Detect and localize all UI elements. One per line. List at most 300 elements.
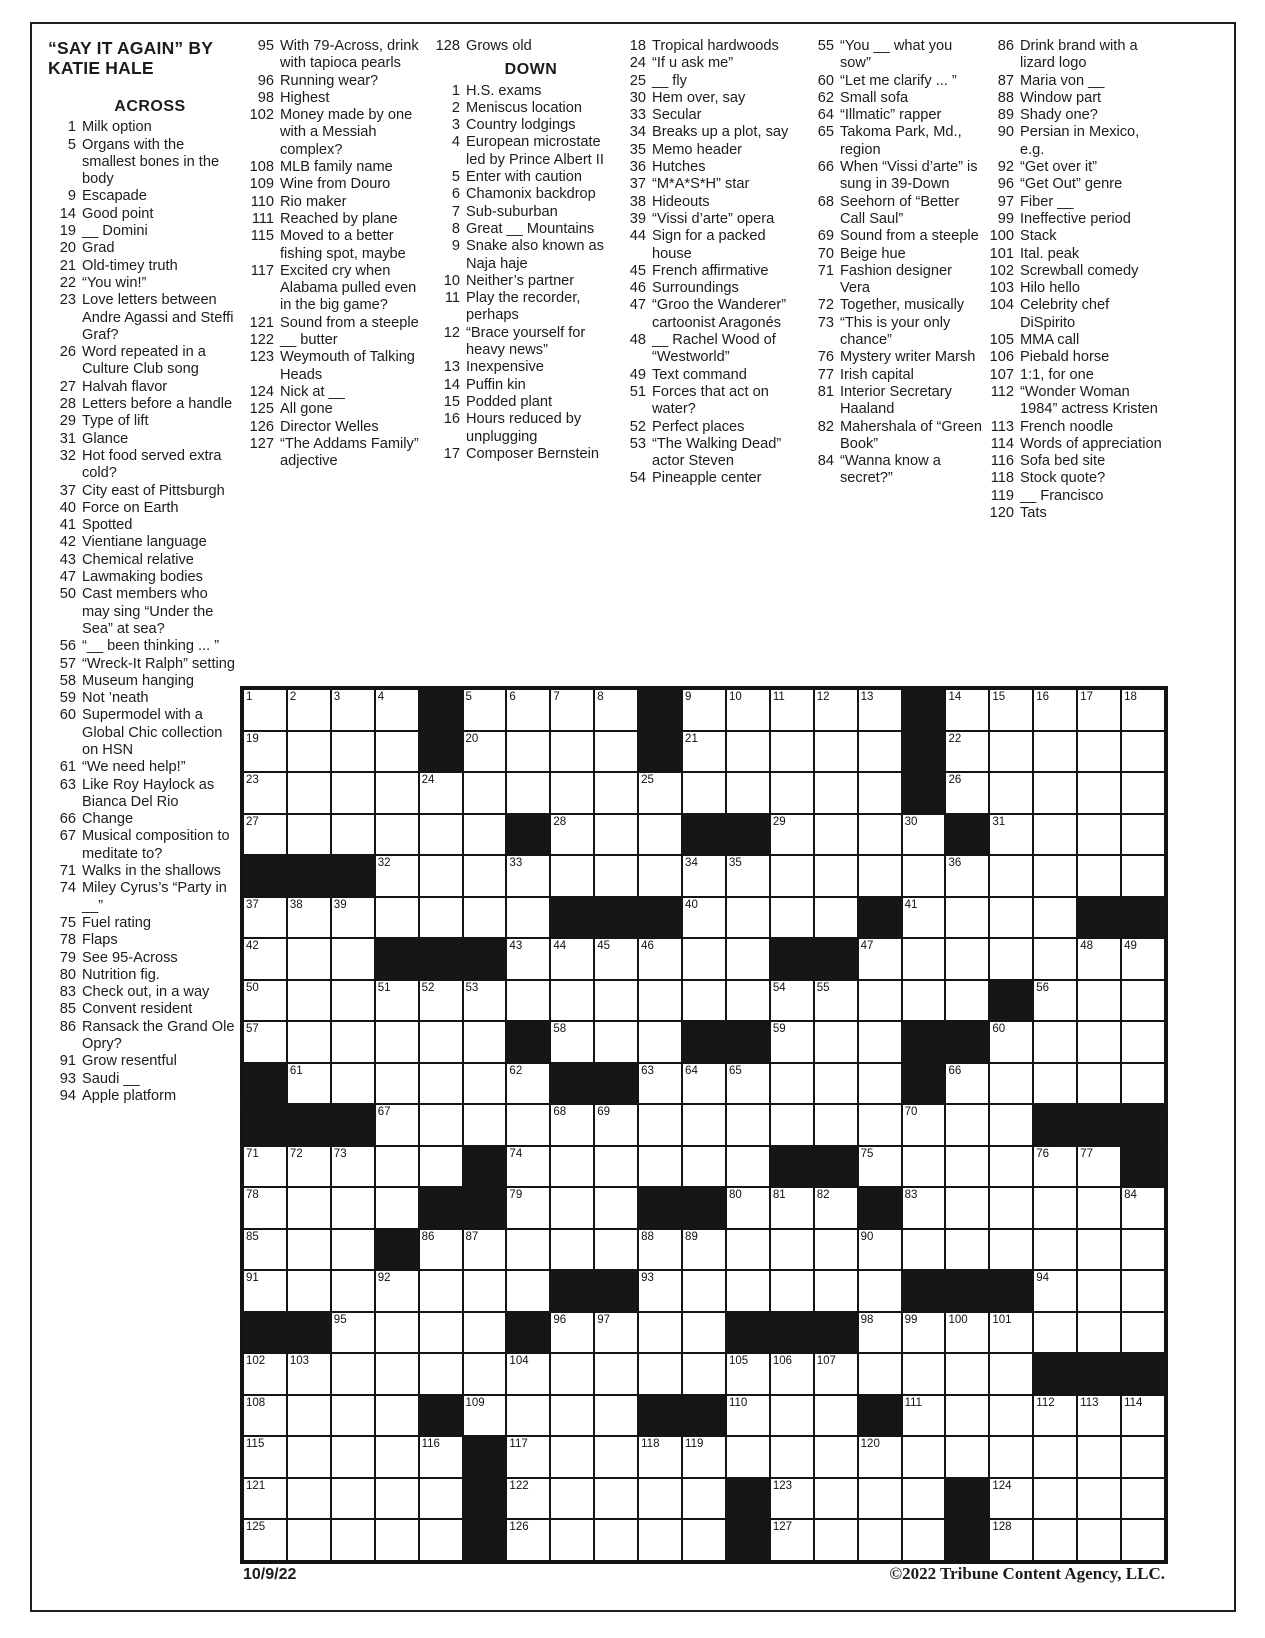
grid-cell[interactable]	[287, 1063, 331, 1105]
grid-cell[interactable]	[638, 814, 682, 856]
grid-cell[interactable]	[945, 897, 989, 939]
grid-cell[interactable]	[375, 689, 419, 731]
grid-cell[interactable]	[550, 731, 594, 773]
grid-cell[interactable]	[1033, 980, 1077, 1022]
grid-cell[interactable]	[550, 1229, 594, 1271]
grid-cell[interactable]	[814, 855, 858, 897]
grid-cell[interactable]	[550, 1519, 594, 1561]
grid-cell[interactable]	[814, 772, 858, 814]
grid-cell[interactable]	[419, 1270, 463, 1312]
grid-cell[interactable]	[506, 689, 550, 731]
grid-cell[interactable]	[945, 1312, 989, 1354]
grid-cell[interactable]	[726, 938, 770, 980]
grid-cell[interactable]	[858, 855, 902, 897]
grid-cell[interactable]	[331, 897, 375, 939]
grid-cell[interactable]	[506, 1519, 550, 1561]
grid-cell[interactable]	[814, 1478, 858, 1520]
grid-cell[interactable]	[814, 731, 858, 773]
grid-cell[interactable]	[243, 1021, 287, 1063]
grid-cell[interactable]	[331, 1312, 375, 1354]
grid-cell[interactable]	[989, 689, 1033, 731]
grid-cell[interactable]	[550, 772, 594, 814]
grid-cell[interactable]	[638, 1519, 682, 1561]
grid-cell[interactable]	[989, 1395, 1033, 1437]
grid-cell[interactable]	[858, 1519, 902, 1561]
grid-cell[interactable]	[858, 980, 902, 1022]
grid-cell[interactable]	[287, 1187, 331, 1229]
grid-cell[interactable]	[243, 1436, 287, 1478]
grid-cell[interactable]	[331, 938, 375, 980]
grid-cell[interactable]	[682, 1063, 726, 1105]
grid-cell[interactable]	[331, 1021, 375, 1063]
grid-cell[interactable]	[770, 1229, 814, 1271]
grid-cell[interactable]	[945, 1104, 989, 1146]
grid-cell[interactable]	[375, 1146, 419, 1188]
grid-cell[interactable]	[638, 980, 682, 1022]
grid-cell[interactable]	[1121, 1187, 1165, 1229]
grid-cell[interactable]	[375, 1104, 419, 1146]
grid-cell[interactable]	[726, 1436, 770, 1478]
grid-cell[interactable]	[419, 1478, 463, 1520]
grid-cell[interactable]	[1121, 731, 1165, 773]
grid-cell[interactable]	[814, 1436, 858, 1478]
grid-cell[interactable]	[814, 1187, 858, 1229]
grid-cell[interactable]	[770, 1436, 814, 1478]
grid-cell[interactable]	[989, 1519, 1033, 1561]
grid-cell[interactable]	[331, 980, 375, 1022]
grid-cell[interactable]	[726, 1187, 770, 1229]
grid-cell[interactable]	[419, 1104, 463, 1146]
grid-cell[interactable]	[1121, 1519, 1165, 1561]
grid-cell[interactable]	[594, 689, 638, 731]
grid-cell[interactable]	[331, 1187, 375, 1229]
grid-cell[interactable]	[814, 1063, 858, 1105]
grid-cell[interactable]	[726, 1353, 770, 1395]
grid-cell[interactable]	[550, 1312, 594, 1354]
grid-cell[interactable]	[638, 772, 682, 814]
grid-cell[interactable]	[726, 1063, 770, 1105]
grid-cell[interactable]	[682, 938, 726, 980]
grid-cell[interactable]	[1077, 1395, 1121, 1437]
grid-cell[interactable]	[550, 1478, 594, 1520]
grid-cell[interactable]	[1121, 1021, 1165, 1063]
grid-cell[interactable]	[1033, 814, 1077, 856]
grid-cell[interactable]	[1077, 938, 1121, 980]
grid-cell[interactable]	[814, 1395, 858, 1437]
grid-cell[interactable]	[726, 1104, 770, 1146]
grid-cell[interactable]	[682, 1104, 726, 1146]
grid-cell[interactable]	[1033, 855, 1077, 897]
grid-cell[interactable]	[463, 897, 507, 939]
grid-cell[interactable]	[287, 1229, 331, 1271]
grid-cell[interactable]	[419, 980, 463, 1022]
grid-cell[interactable]	[1121, 938, 1165, 980]
grid-cell[interactable]	[945, 855, 989, 897]
grid-cell[interactable]	[1033, 1229, 1077, 1271]
grid-cell[interactable]	[989, 1104, 1033, 1146]
grid-cell[interactable]	[419, 1519, 463, 1561]
grid-cell[interactable]	[550, 1395, 594, 1437]
grid-cell[interactable]	[506, 855, 550, 897]
grid-cell[interactable]	[419, 897, 463, 939]
grid-cell[interactable]	[902, 855, 946, 897]
grid-cell[interactable]	[243, 731, 287, 773]
grid-cell[interactable]	[770, 1187, 814, 1229]
grid-cell[interactable]	[463, 1312, 507, 1354]
grid-cell[interactable]	[726, 855, 770, 897]
grid-cell[interactable]	[1121, 1229, 1165, 1271]
grid-cell[interactable]	[1077, 1312, 1121, 1354]
grid-cell[interactable]	[463, 1270, 507, 1312]
grid-cell[interactable]	[594, 1187, 638, 1229]
grid-cell[interactable]	[287, 938, 331, 980]
grid-cell[interactable]	[814, 1229, 858, 1271]
grid-cell[interactable]	[726, 897, 770, 939]
grid-cell[interactable]	[1077, 1436, 1121, 1478]
grid-cell[interactable]	[375, 1436, 419, 1478]
grid-cell[interactable]	[814, 1104, 858, 1146]
grid-cell[interactable]	[770, 1519, 814, 1561]
grid-cell[interactable]	[989, 731, 1033, 773]
grid-cell[interactable]	[638, 1312, 682, 1354]
grid-cell[interactable]	[375, 1187, 419, 1229]
grid-cell[interactable]	[243, 772, 287, 814]
grid-cell[interactable]	[858, 938, 902, 980]
grid-cell[interactable]	[814, 689, 858, 731]
grid-cell[interactable]	[1121, 772, 1165, 814]
grid-cell[interactable]	[243, 814, 287, 856]
grid-cell[interactable]	[419, 772, 463, 814]
grid-cell[interactable]	[506, 731, 550, 773]
grid-cell[interactable]	[902, 1146, 946, 1188]
grid-cell[interactable]	[638, 1146, 682, 1188]
grid-cell[interactable]	[331, 731, 375, 773]
grid-cell[interactable]	[594, 772, 638, 814]
grid-cell[interactable]	[287, 689, 331, 731]
grid-cell[interactable]	[770, 1353, 814, 1395]
grid-cell[interactable]	[858, 1478, 902, 1520]
grid-cell[interactable]	[726, 980, 770, 1022]
grid-cell[interactable]	[375, 897, 419, 939]
grid-cell[interactable]	[287, 980, 331, 1022]
grid-cell[interactable]	[1121, 855, 1165, 897]
grid-cell[interactable]	[331, 1478, 375, 1520]
grid-cell[interactable]	[1033, 1021, 1077, 1063]
grid-cell[interactable]	[682, 689, 726, 731]
grid-cell[interactable]	[1077, 731, 1121, 773]
grid-cell[interactable]	[1033, 1270, 1077, 1312]
grid-cell[interactable]	[814, 980, 858, 1022]
grid-cell[interactable]	[287, 1021, 331, 1063]
grid-cell[interactable]	[506, 938, 550, 980]
grid-cell[interactable]	[375, 1270, 419, 1312]
grid-cell[interactable]	[1033, 772, 1077, 814]
grid-cell[interactable]	[726, 731, 770, 773]
grid-cell[interactable]	[1077, 1063, 1121, 1105]
grid-cell[interactable]	[858, 1436, 902, 1478]
grid-cell[interactable]	[550, 1104, 594, 1146]
grid-cell[interactable]	[419, 814, 463, 856]
grid-cell[interactable]	[1077, 772, 1121, 814]
grid-cell[interactable]	[682, 1353, 726, 1395]
grid-cell[interactable]	[1033, 897, 1077, 939]
grid-cell[interactable]	[989, 1146, 1033, 1188]
grid-cell[interactable]	[902, 1478, 946, 1520]
grid-cell[interactable]	[463, 772, 507, 814]
grid-cell[interactable]	[419, 1436, 463, 1478]
grid-cell[interactable]	[506, 1063, 550, 1105]
grid-cell[interactable]	[506, 980, 550, 1022]
grid-cell[interactable]	[331, 689, 375, 731]
grid-cell[interactable]	[858, 1021, 902, 1063]
grid-cell[interactable]	[375, 1478, 419, 1520]
grid-cell[interactable]	[463, 855, 507, 897]
grid-cell[interactable]	[726, 1146, 770, 1188]
grid-cell[interactable]	[858, 814, 902, 856]
grid-cell[interactable]	[1033, 1312, 1077, 1354]
grid-cell[interactable]	[682, 1229, 726, 1271]
grid-cell[interactable]	[814, 1021, 858, 1063]
grid-cell[interactable]	[989, 1478, 1033, 1520]
grid-cell[interactable]	[506, 1229, 550, 1271]
grid-cell[interactable]	[989, 897, 1033, 939]
grid-cell[interactable]	[989, 1436, 1033, 1478]
grid-cell[interactable]	[243, 980, 287, 1022]
grid-cell[interactable]	[594, 814, 638, 856]
grid-cell[interactable]	[463, 814, 507, 856]
grid-cell[interactable]	[858, 1229, 902, 1271]
grid-cell[interactable]	[375, 1519, 419, 1561]
grid-cell[interactable]	[858, 1146, 902, 1188]
grid-cell[interactable]	[550, 689, 594, 731]
grid-cell[interactable]	[419, 1353, 463, 1395]
grid-cell[interactable]	[375, 980, 419, 1022]
grid-cell[interactable]	[463, 1021, 507, 1063]
grid-cell[interactable]	[902, 1229, 946, 1271]
grid-cell[interactable]	[594, 1312, 638, 1354]
grid-cell[interactable]	[945, 1395, 989, 1437]
grid-cell[interactable]	[1077, 1021, 1121, 1063]
grid-cell[interactable]	[375, 1353, 419, 1395]
grid-cell[interactable]	[682, 772, 726, 814]
grid-cell[interactable]	[945, 980, 989, 1022]
grid-cell[interactable]	[638, 1063, 682, 1105]
grid-cell[interactable]	[638, 1270, 682, 1312]
grid-cell[interactable]	[550, 1146, 594, 1188]
grid-cell[interactable]	[1033, 689, 1077, 731]
grid-cell[interactable]	[506, 1146, 550, 1188]
grid-cell[interactable]	[902, 1187, 946, 1229]
grid-cell[interactable]	[506, 1436, 550, 1478]
grid-cell[interactable]	[902, 938, 946, 980]
grid-cell[interactable]	[243, 1146, 287, 1188]
grid-cell[interactable]	[770, 980, 814, 1022]
grid-cell[interactable]	[287, 1519, 331, 1561]
grid-cell[interactable]	[1121, 1270, 1165, 1312]
grid-cell[interactable]	[902, 1395, 946, 1437]
grid-cell[interactable]	[945, 938, 989, 980]
grid-cell[interactable]	[550, 1353, 594, 1395]
grid-cell[interactable]	[550, 814, 594, 856]
grid-cell[interactable]	[550, 980, 594, 1022]
grid-cell[interactable]	[594, 731, 638, 773]
grid-cell[interactable]	[243, 1395, 287, 1437]
grid-cell[interactable]	[858, 689, 902, 731]
grid-cell[interactable]	[287, 1395, 331, 1437]
grid-cell[interactable]	[243, 1187, 287, 1229]
grid-cell[interactable]	[419, 855, 463, 897]
grid-cell[interactable]	[463, 1063, 507, 1105]
grid-cell[interactable]	[989, 772, 1033, 814]
grid-cell[interactable]	[1121, 1395, 1165, 1437]
grid-cell[interactable]	[463, 1229, 507, 1271]
grid-cell[interactable]	[287, 731, 331, 773]
grid-cell[interactable]	[858, 1063, 902, 1105]
grid-cell[interactable]	[770, 855, 814, 897]
grid-cell[interactable]	[989, 1312, 1033, 1354]
grid-cell[interactable]	[1033, 1187, 1077, 1229]
grid-cell[interactable]	[945, 1229, 989, 1271]
grid-cell[interactable]	[989, 814, 1033, 856]
grid-cell[interactable]	[902, 1312, 946, 1354]
grid-cell[interactable]	[814, 897, 858, 939]
grid-cell[interactable]	[1077, 1270, 1121, 1312]
grid-cell[interactable]	[1077, 689, 1121, 731]
grid-cell[interactable]	[814, 814, 858, 856]
grid-cell[interactable]	[243, 897, 287, 939]
grid-cell[interactable]	[638, 855, 682, 897]
grid-cell[interactable]	[550, 1187, 594, 1229]
grid-cell[interactable]	[331, 1395, 375, 1437]
grid-cell[interactable]	[814, 1270, 858, 1312]
grid-cell[interactable]	[463, 731, 507, 773]
grid-cell[interactable]	[375, 814, 419, 856]
grid-cell[interactable]	[770, 897, 814, 939]
grid-cell[interactable]	[638, 1353, 682, 1395]
grid-cell[interactable]	[1121, 1063, 1165, 1105]
grid-cell[interactable]	[419, 1312, 463, 1354]
grid-cell[interactable]	[331, 772, 375, 814]
grid-cell[interactable]	[682, 1146, 726, 1188]
grid-cell[interactable]	[331, 1063, 375, 1105]
grid-cell[interactable]	[814, 1353, 858, 1395]
grid-cell[interactable]	[945, 1187, 989, 1229]
grid-cell[interactable]	[594, 1229, 638, 1271]
grid-cell[interactable]	[375, 855, 419, 897]
grid-cell[interactable]	[506, 772, 550, 814]
grid-cell[interactable]	[726, 1229, 770, 1271]
grid-cell[interactable]	[1121, 689, 1165, 731]
grid-cell[interactable]	[726, 1270, 770, 1312]
grid-cell[interactable]	[638, 1229, 682, 1271]
grid-cell[interactable]	[594, 1519, 638, 1561]
grid-cell[interactable]	[594, 938, 638, 980]
grid-cell[interactable]	[463, 980, 507, 1022]
grid-cell[interactable]	[287, 897, 331, 939]
grid-cell[interactable]	[638, 938, 682, 980]
grid-cell[interactable]	[945, 1063, 989, 1105]
grid-cell[interactable]	[858, 1312, 902, 1354]
grid-cell[interactable]	[506, 1187, 550, 1229]
grid-cell[interactable]	[989, 855, 1033, 897]
grid-cell[interactable]	[594, 1104, 638, 1146]
grid-cell[interactable]	[682, 1519, 726, 1561]
grid-cell[interactable]	[638, 1104, 682, 1146]
grid-cell[interactable]	[331, 814, 375, 856]
grid-cell[interactable]	[902, 814, 946, 856]
grid-cell[interactable]	[638, 1478, 682, 1520]
grid-cell[interactable]	[902, 897, 946, 939]
grid-cell[interactable]	[1077, 1519, 1121, 1561]
grid-cell[interactable]	[375, 1063, 419, 1105]
grid-cell[interactable]	[506, 1478, 550, 1520]
grid-cell[interactable]	[375, 1021, 419, 1063]
grid-cell[interactable]	[1033, 1146, 1077, 1188]
grid-cell[interactable]	[726, 1395, 770, 1437]
grid-cell[interactable]	[1077, 1146, 1121, 1188]
grid-cell[interactable]	[902, 980, 946, 1022]
grid-cell[interactable]	[419, 1063, 463, 1105]
grid-cell[interactable]	[682, 1436, 726, 1478]
grid-cell[interactable]	[243, 938, 287, 980]
grid-cell[interactable]	[945, 731, 989, 773]
grid-cell[interactable]	[682, 1312, 726, 1354]
grid-cell[interactable]	[331, 1519, 375, 1561]
grid-cell[interactable]	[1033, 1519, 1077, 1561]
grid-cell[interactable]	[1121, 1436, 1165, 1478]
grid-cell[interactable]	[726, 689, 770, 731]
grid-cell[interactable]	[726, 772, 770, 814]
grid-cell[interactable]	[550, 1436, 594, 1478]
grid-cell[interactable]	[682, 980, 726, 1022]
grid-cell[interactable]	[506, 1395, 550, 1437]
grid-cell[interactable]	[945, 772, 989, 814]
grid-cell[interactable]	[594, 1353, 638, 1395]
grid-cell[interactable]	[287, 1353, 331, 1395]
grid-cell[interactable]	[287, 1270, 331, 1312]
grid-cell[interactable]	[594, 1395, 638, 1437]
grid-cell[interactable]	[287, 772, 331, 814]
grid-cell[interactable]	[375, 1312, 419, 1354]
grid-cell[interactable]	[1033, 731, 1077, 773]
grid-cell[interactable]	[243, 1353, 287, 1395]
grid-cell[interactable]	[243, 1478, 287, 1520]
grid-cell[interactable]	[506, 1353, 550, 1395]
grid-cell[interactable]	[770, 1063, 814, 1105]
grid-cell[interactable]	[375, 731, 419, 773]
grid-cell[interactable]	[858, 731, 902, 773]
grid-cell[interactable]	[287, 814, 331, 856]
grid-cell[interactable]	[331, 1270, 375, 1312]
grid-cell[interactable]	[770, 1478, 814, 1520]
grid-cell[interactable]	[989, 1353, 1033, 1395]
grid-cell[interactable]	[463, 1104, 507, 1146]
grid-cell[interactable]	[594, 855, 638, 897]
grid-cell[interactable]	[243, 1519, 287, 1561]
grid-cell[interactable]	[1033, 1395, 1077, 1437]
grid-cell[interactable]	[1033, 1436, 1077, 1478]
grid-cell[interactable]	[989, 1021, 1033, 1063]
grid-cell[interactable]	[506, 1104, 550, 1146]
grid-cell[interactable]	[902, 1436, 946, 1478]
grid-cell[interactable]	[770, 1104, 814, 1146]
grid-cell[interactable]	[550, 938, 594, 980]
grid-cell[interactable]	[945, 1353, 989, 1395]
grid-cell[interactable]	[1121, 1478, 1165, 1520]
grid-cell[interactable]	[1033, 1478, 1077, 1520]
grid-cell[interactable]	[243, 1270, 287, 1312]
grid-cell[interactable]	[243, 1229, 287, 1271]
